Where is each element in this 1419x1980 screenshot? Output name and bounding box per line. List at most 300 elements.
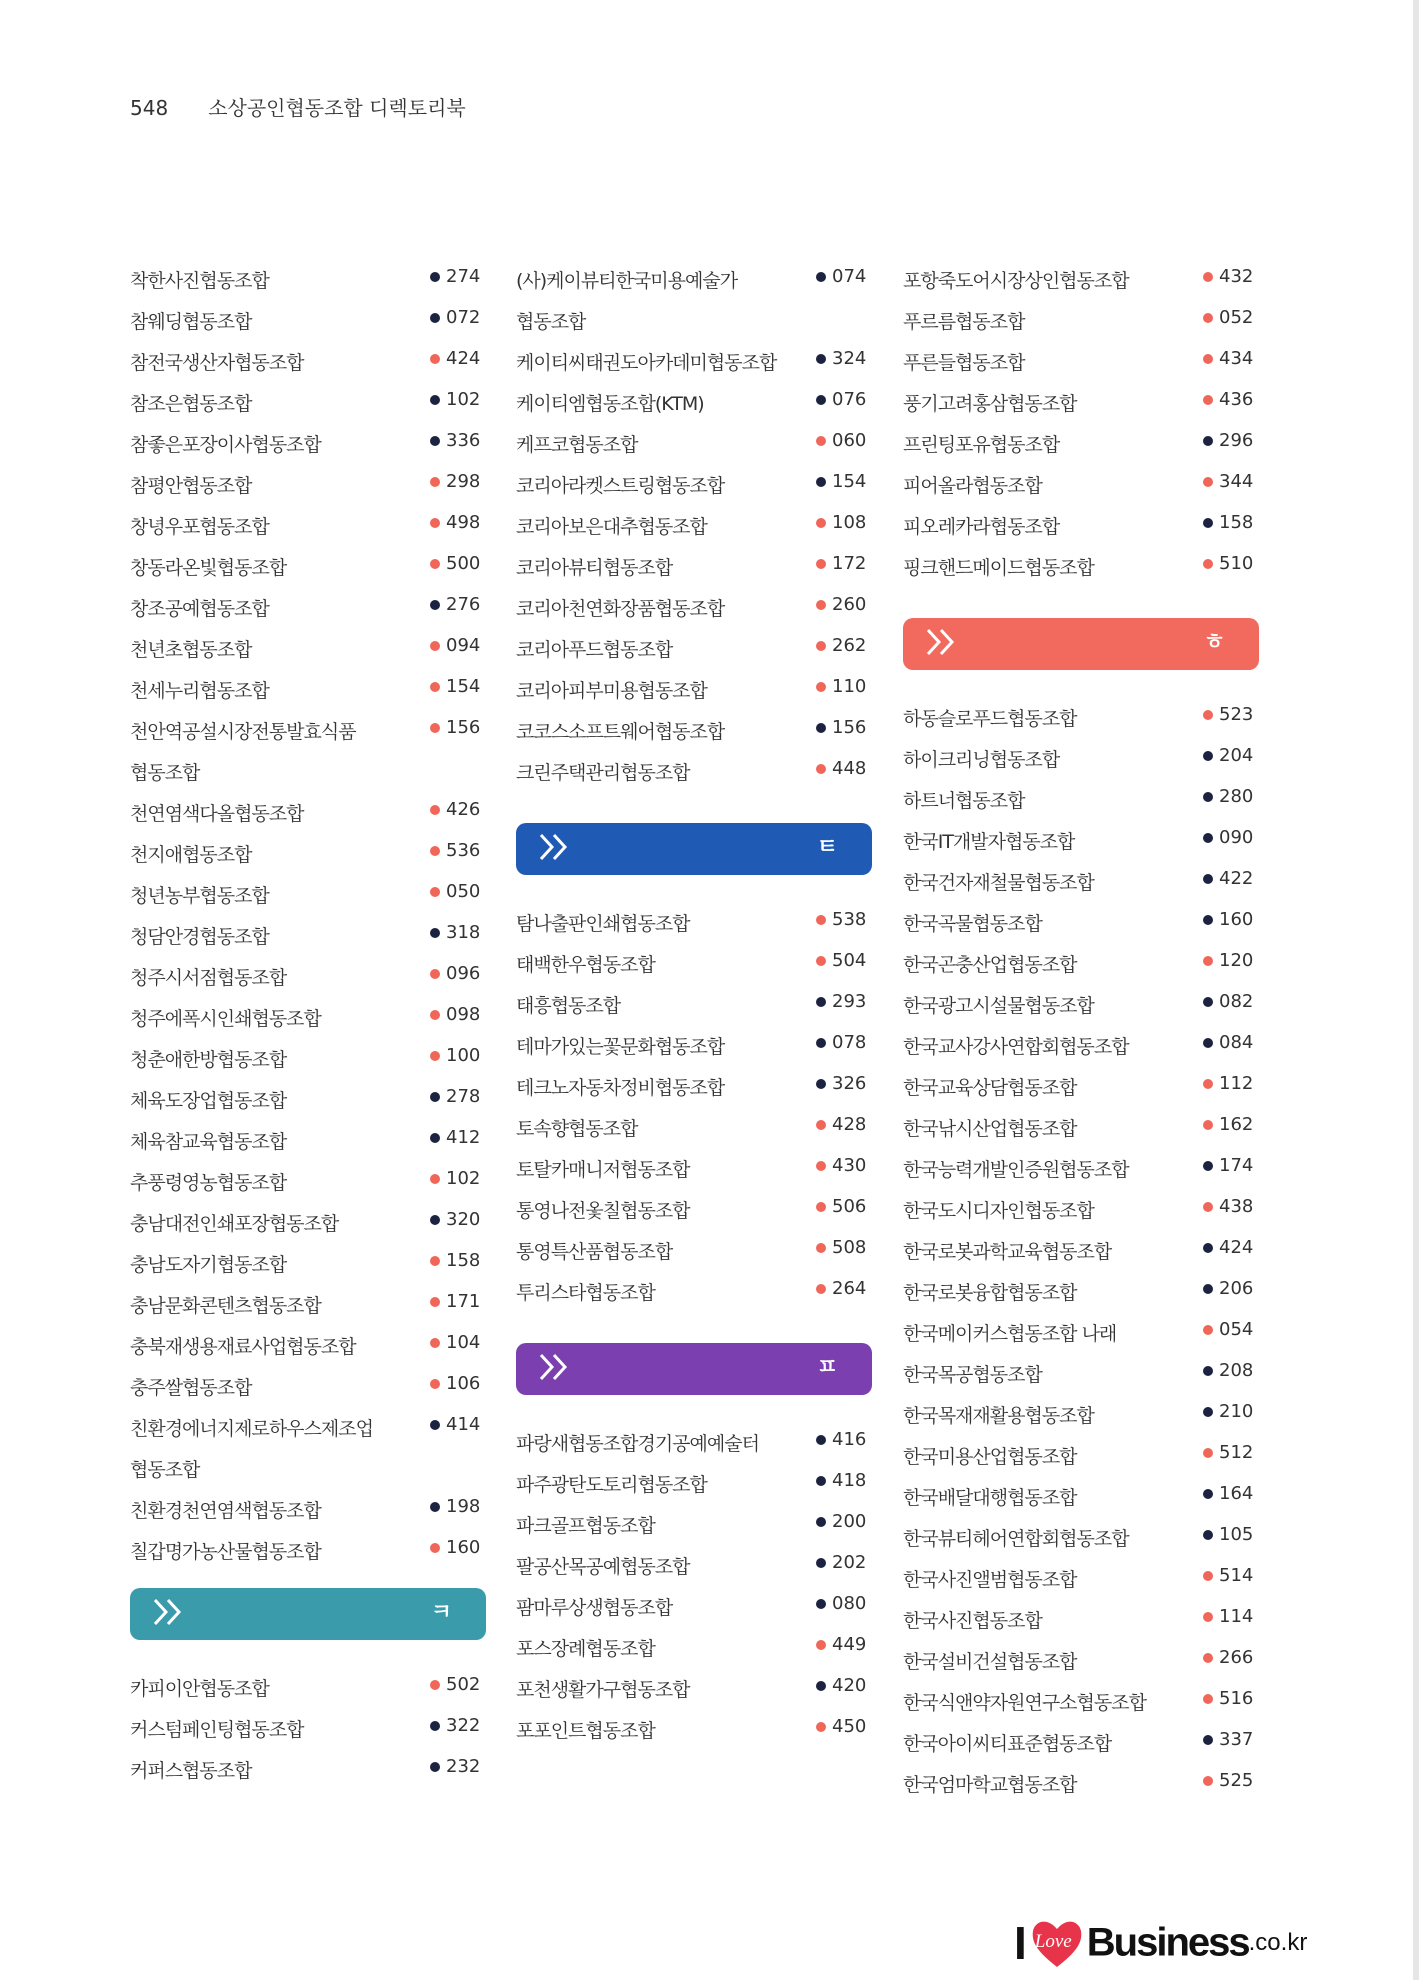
bullet-dot-icon	[430, 969, 440, 979]
entry-name: 천지애협동조합	[130, 844, 252, 866]
entry-page-number: 202	[832, 1552, 867, 1573]
entry-name: 친환경천연염색협동조합	[130, 1500, 321, 1522]
bullet-dot-icon	[816, 1435, 826, 1445]
bullet-dot-icon	[430, 1256, 440, 1266]
index-entry	[130, 471, 486, 505]
entry-name: 풍기고려홍삼협동조합	[903, 393, 1077, 415]
bullet-dot-icon	[816, 956, 826, 966]
index-entry	[903, 1483, 1259, 1517]
entry-name: 한국곤충산업협동조합	[903, 954, 1077, 976]
bullet-dot-icon	[1203, 1694, 1213, 1704]
entry-name: 한국목재재활용협동조합	[903, 1405, 1094, 1427]
entry-name: 케이티엠협동조합(KTM)	[516, 393, 704, 415]
entry-page-number: 322	[446, 1715, 481, 1736]
entry-page-number: 426	[446, 799, 481, 820]
entry-name: 한국광고시설물협동조합	[903, 995, 1094, 1017]
index-entry	[130, 1250, 486, 1284]
bullet-dot-icon	[816, 915, 826, 925]
section-banner	[903, 618, 1259, 670]
bullet-dot-icon	[1203, 1366, 1213, 1376]
entry-name: 푸른들협동조합	[903, 352, 1025, 374]
entry-name: 협동조합	[130, 1459, 200, 1481]
index-entry	[903, 1647, 1259, 1681]
entry-page-number: 502	[446, 1674, 481, 1695]
entry-page-number: 174	[1219, 1155, 1254, 1176]
bullet-dot-icon	[816, 1722, 826, 1732]
entry-page-number: 172	[832, 553, 867, 574]
index-entry	[130, 553, 486, 587]
index-entry	[130, 676, 486, 710]
bullet-dot-icon	[1203, 518, 1213, 528]
bullet-dot-icon	[1203, 477, 1213, 487]
index-entry	[130, 1004, 486, 1038]
index-entry	[130, 1045, 486, 1079]
entry-name: 참웨딩협동조합	[130, 311, 252, 333]
entry-page-number: 274	[446, 266, 481, 287]
entry-page-number: 076	[832, 389, 867, 410]
index-entry	[130, 1674, 486, 1708]
bullet-dot-icon	[816, 1599, 826, 1609]
bullet-dot-icon	[816, 477, 826, 487]
entry-name: 참평안협동조합	[130, 475, 252, 497]
entry-page-number: 450	[832, 1716, 867, 1737]
section-banner	[130, 1588, 486, 1640]
entry-page-number: 050	[446, 881, 481, 902]
index-entry	[516, 1237, 872, 1271]
entry-page-number: 200	[832, 1511, 867, 1532]
bullet-dot-icon	[816, 600, 826, 610]
bullet-dot-icon	[1203, 1653, 1213, 1663]
bullet-dot-icon	[816, 1038, 826, 1048]
bullet-dot-icon	[430, 600, 440, 610]
section-letter: ㅍ	[816, 1355, 838, 1380]
entry-name: 한국곡물협동조합	[903, 913, 1042, 935]
bullet-dot-icon	[816, 1202, 826, 1212]
entry-page-number: 344	[1219, 471, 1254, 492]
index-entry	[516, 1196, 872, 1230]
entry-page-number: 096	[446, 963, 481, 984]
entry-page-number: 420	[832, 1675, 867, 1696]
bullet-dot-icon	[1203, 1735, 1213, 1745]
entry-page-number: 154	[446, 676, 481, 697]
bullet-dot-icon	[1203, 956, 1213, 966]
index-entry	[516, 512, 872, 546]
index-entry	[516, 1155, 872, 1189]
entry-page-number: 090	[1219, 827, 1254, 848]
bullet-dot-icon	[816, 1681, 826, 1691]
bullet-dot-icon	[1203, 1325, 1213, 1335]
entry-name: 충남문화콘텐츠협동조합	[130, 1295, 321, 1317]
entry-name: 협동조합	[130, 762, 200, 784]
entry-name: 참좋은포장이사협동조합	[130, 434, 321, 456]
entry-page-number: 424	[1219, 1237, 1254, 1258]
index-entry	[516, 1032, 872, 1066]
entry-name: 파주광탄도토리협동조합	[516, 1474, 707, 1496]
entry-page-number: 412	[446, 1127, 481, 1148]
bullet-dot-icon	[1203, 1120, 1213, 1130]
bullet-dot-icon	[816, 1079, 826, 1089]
index-entry	[516, 991, 872, 1025]
bullet-dot-icon	[430, 559, 440, 569]
entry-page-number: 156	[446, 717, 481, 738]
index-entry	[903, 1278, 1259, 1312]
bullet-dot-icon	[816, 436, 826, 446]
index-entry	[516, 1675, 872, 1709]
index-entry	[130, 881, 486, 915]
bullet-dot-icon	[430, 395, 440, 405]
entry-name: 친환경에너지제로하우스제조업	[130, 1418, 373, 1440]
entry-name: 충남대전인쇄포장협동조합	[130, 1213, 339, 1235]
index-entry	[130, 1414, 486, 1448]
entry-name: 태백한우협동조합	[516, 954, 655, 976]
entry-page-number: 538	[832, 909, 867, 930]
index-entry	[903, 786, 1259, 820]
bullet-dot-icon	[1203, 1530, 1213, 1540]
entry-name: 코리아뷰티협동조합	[516, 557, 673, 579]
entry-name: 팜마루상생협동조합	[516, 1597, 673, 1619]
bullet-dot-icon	[430, 1721, 440, 1731]
entry-page-number: 210	[1219, 1401, 1254, 1422]
bullet-dot-icon	[1203, 1776, 1213, 1786]
entry-name: 한국메이커스협동조합 나래	[903, 1323, 1117, 1345]
index-entry	[516, 471, 872, 505]
entry-page-number: 525	[1219, 1770, 1254, 1791]
entry-name: 포천생활가구협동조합	[516, 1679, 690, 1701]
bullet-dot-icon	[816, 764, 826, 774]
index-entry	[130, 840, 486, 874]
entry-name: 파크골프협동조합	[516, 1515, 655, 1537]
bullet-dot-icon	[430, 887, 440, 897]
index-entry	[903, 512, 1259, 546]
entry-name: 청년농부협동조합	[130, 885, 269, 907]
index-entry	[903, 1442, 1259, 1476]
bullet-dot-icon	[1203, 1161, 1213, 1171]
entry-page-number: 523	[1219, 704, 1254, 725]
entry-name: 참조은협동조합	[130, 393, 252, 415]
double-chevron-right-icon	[152, 1597, 186, 1634]
entry-page-number: 280	[1219, 786, 1254, 807]
bullet-dot-icon	[1203, 1612, 1213, 1622]
entry-page-number: 432	[1219, 266, 1254, 287]
bullet-dot-icon	[816, 1284, 826, 1294]
entry-name: 천안역공설시장전통발효식품	[130, 721, 356, 743]
index-entry	[516, 1511, 872, 1545]
logo-i: I	[1014, 1917, 1027, 1969]
index-entry	[516, 1073, 872, 1107]
index-entry	[903, 1073, 1259, 1107]
bullet-dot-icon	[430, 1297, 440, 1307]
bullet-dot-icon	[430, 1133, 440, 1143]
bullet-dot-icon	[816, 1120, 826, 1130]
entry-page-number: 106	[446, 1373, 481, 1394]
entry-page-number: 198	[446, 1496, 481, 1517]
index-entry	[516, 950, 872, 984]
entry-name: 청주시서점협동조합	[130, 967, 287, 989]
bullet-dot-icon	[1203, 915, 1213, 925]
index-entry	[903, 307, 1259, 341]
page-edge-shadow	[1413, 0, 1419, 1980]
entry-name: 커퍼스협동조합	[130, 1760, 252, 1782]
index-entry	[130, 430, 486, 464]
entry-name: 코코스소프트웨어협동조합	[516, 721, 725, 743]
entry-page-number: 336	[446, 430, 481, 451]
entry-name: 피어올라협동조합	[903, 475, 1042, 497]
entry-page-number: 171	[446, 1291, 481, 1312]
entry-name: 한국로봇융합협동조합	[903, 1282, 1077, 1304]
index-entry	[130, 1455, 486, 1489]
bullet-dot-icon	[1203, 1571, 1213, 1581]
entry-name: 토속향협동조합	[516, 1118, 638, 1140]
entry-page-number: 164	[1219, 1483, 1254, 1504]
bullet-dot-icon	[430, 641, 440, 651]
brand-logo	[1014, 1915, 1307, 1971]
bullet-dot-icon	[1203, 710, 1213, 720]
section-letter: ㅋ	[430, 1600, 452, 1625]
bullet-dot-icon	[1203, 1489, 1213, 1499]
index-entry	[903, 745, 1259, 779]
entry-page-number: 266	[1219, 1647, 1254, 1668]
index-entry	[516, 1716, 872, 1750]
index-entry	[903, 1196, 1259, 1230]
index-entry	[516, 348, 872, 382]
entry-page-number: 448	[832, 758, 867, 779]
index-entry	[516, 307, 872, 341]
bullet-dot-icon	[430, 1379, 440, 1389]
index-entry	[130, 1332, 486, 1366]
entry-page-number: 158	[446, 1250, 481, 1271]
bullet-dot-icon	[1203, 1079, 1213, 1089]
entry-page-number: 296	[1219, 430, 1254, 451]
index-entry	[516, 1114, 872, 1148]
index-entry	[903, 1401, 1259, 1435]
index-entry	[903, 348, 1259, 382]
entry-name: 크린주택관리협동조합	[516, 762, 690, 784]
section-banner	[516, 1343, 872, 1395]
entry-page-number: 260	[832, 594, 867, 615]
index-entry	[903, 389, 1259, 423]
bullet-dot-icon	[816, 997, 826, 1007]
entry-name: (사)케이뷰티한국미용예술가	[516, 270, 738, 292]
entry-name: 참전국생산자협동조합	[130, 352, 304, 374]
index-entry	[903, 471, 1259, 505]
entry-name: 파랑새협동조합경기공예예술터	[516, 1433, 759, 1455]
bullet-dot-icon	[430, 1420, 440, 1430]
entry-page-number: 264	[832, 1278, 867, 1299]
bullet-dot-icon	[430, 477, 440, 487]
entry-page-number: 120	[1219, 950, 1254, 971]
entry-name: 한국교사강사연합회협동조합	[903, 1036, 1129, 1058]
index-entry	[130, 1127, 486, 1161]
entry-name: 하트너협동조합	[903, 790, 1025, 812]
entry-name: 한국설비건설협동조합	[903, 1651, 1077, 1673]
bullet-dot-icon	[430, 1338, 440, 1348]
entry-page-number: 162	[1219, 1114, 1254, 1135]
index-entry	[130, 1291, 486, 1325]
index-entry	[516, 1634, 872, 1668]
index-entry	[516, 553, 872, 587]
bullet-dot-icon	[1203, 1202, 1213, 1212]
entry-page-number: 114	[1219, 1606, 1254, 1627]
book-title: 소상공인협동조합 디렉토리북	[208, 96, 466, 120]
index-entry	[903, 1360, 1259, 1394]
entry-name: 한국사진협동조합	[903, 1610, 1042, 1632]
entry-name: 체육참교육협동조합	[130, 1131, 287, 1153]
entry-page-number: 516	[1219, 1688, 1254, 1709]
index-entry	[903, 1606, 1259, 1640]
index-entry	[516, 717, 872, 751]
bullet-dot-icon	[1203, 1243, 1213, 1253]
entry-page-number: 449	[832, 1634, 867, 1655]
entry-page-number: 504	[832, 950, 867, 971]
bullet-dot-icon	[430, 272, 440, 282]
entry-page-number: 508	[832, 1237, 867, 1258]
entry-name: 프린팅포유협동조합	[903, 434, 1060, 456]
bullet-dot-icon	[430, 1680, 440, 1690]
index-entry	[130, 799, 486, 833]
entry-name: 케이티씨태권도아카데미협동조합	[516, 352, 777, 374]
entry-name: 한국아이씨티표준협동조합	[903, 1733, 1112, 1755]
entry-name: 칠갑명가농산물협동조합	[130, 1541, 321, 1563]
bullet-dot-icon	[816, 559, 826, 569]
bullet-dot-icon	[816, 641, 826, 651]
entry-page-number: 416	[832, 1429, 867, 1450]
entry-page-number: 514	[1219, 1565, 1254, 1586]
bullet-dot-icon	[430, 518, 440, 528]
bullet-dot-icon	[430, 436, 440, 446]
entry-page-number: 232	[446, 1756, 481, 1777]
entry-name: 한국식앤약자원연구소협동조합	[903, 1692, 1146, 1714]
index-entry	[516, 594, 872, 628]
entry-page-number: 438	[1219, 1196, 1254, 1217]
entry-page-number: 110	[832, 676, 867, 697]
index-entry	[903, 704, 1259, 738]
logo-business: Business	[1086, 1920, 1249, 1965]
entry-page-number: 104	[446, 1332, 481, 1353]
index-entry	[130, 1496, 486, 1530]
index-entry	[903, 950, 1259, 984]
section-letter: ㅌ	[816, 835, 838, 860]
entry-page-number: 084	[1219, 1032, 1254, 1053]
entry-name: 체육도장업협동조합	[130, 1090, 287, 1112]
entry-page-number: 324	[832, 348, 867, 369]
bullet-dot-icon	[430, 1051, 440, 1061]
bullet-dot-icon	[1203, 272, 1213, 282]
page-number: 548	[130, 96, 169, 120]
bullet-dot-icon	[1203, 1448, 1213, 1458]
index-entry	[130, 512, 486, 546]
entry-name: 코리아피부미용협동조합	[516, 680, 707, 702]
entry-name: 협동조합	[516, 311, 586, 333]
index-entry	[130, 1086, 486, 1120]
logo-domain: .co.kr	[1248, 1929, 1308, 1956]
entry-name: 팔공산목공예협동조합	[516, 1556, 690, 1578]
entry-page-number: 326	[832, 1073, 867, 1094]
bullet-dot-icon	[430, 846, 440, 856]
index-entry	[516, 1470, 872, 1504]
bullet-dot-icon	[430, 313, 440, 323]
index-entry	[516, 1593, 872, 1627]
logo-love: Love	[1034, 1931, 1072, 1952]
entry-page-number: 158	[1219, 512, 1254, 533]
entry-page-number: 074	[832, 266, 867, 287]
index-entry	[516, 676, 872, 710]
bullet-dot-icon	[430, 1010, 440, 1020]
entry-name: 카피이안협동조합	[130, 1678, 269, 1700]
entry-name: 테크노자동차정비협동조합	[516, 1077, 725, 1099]
entry-name: 천세누리협동조합	[130, 680, 269, 702]
entry-page-number: 112	[1219, 1073, 1254, 1094]
index-entry	[903, 1770, 1259, 1804]
entry-name: 태흥협동조합	[516, 995, 621, 1017]
entry-page-number: 102	[446, 389, 481, 410]
index-entry	[903, 553, 1259, 587]
entry-page-number: 320	[446, 1209, 481, 1230]
entry-name: 통영특산품협동조합	[516, 1241, 673, 1263]
entry-page-number: 160	[1219, 909, 1254, 930]
entry-name: 한국교육상담협동조합	[903, 1077, 1077, 1099]
entry-page-number: 206	[1219, 1278, 1254, 1299]
entry-page-number: 536	[446, 840, 481, 861]
entry-name: 포항죽도어시장상인협동조합	[903, 270, 1129, 292]
entry-name: 한국능력개발인증원협동조합	[903, 1159, 1129, 1181]
index-entry	[130, 1537, 486, 1571]
bullet-dot-icon	[816, 1161, 826, 1171]
bullet-dot-icon	[430, 1762, 440, 1772]
bullet-dot-icon	[430, 1174, 440, 1184]
entry-page-number: 428	[832, 1114, 867, 1135]
index-entry	[516, 430, 872, 464]
entry-name: 핑크핸드메이드협동조합	[903, 557, 1094, 579]
bullet-dot-icon	[430, 1543, 440, 1553]
entry-page-number: 293	[832, 991, 867, 1012]
entry-page-number: 052	[1219, 307, 1254, 328]
bullet-dot-icon	[430, 928, 440, 938]
entry-name: 한국사진앨범협동조합	[903, 1569, 1077, 1591]
index-entry	[903, 991, 1259, 1025]
entry-name: 충북재생용재료사업협동조합	[130, 1336, 356, 1358]
index-entry	[130, 1168, 486, 1202]
bullet-dot-icon	[1203, 559, 1213, 569]
bullet-dot-icon	[430, 805, 440, 815]
bullet-dot-icon	[1203, 395, 1213, 405]
entry-page-number: 434	[1219, 348, 1254, 369]
entry-page-number: 298	[446, 471, 481, 492]
entry-name: 케프코협동조합	[516, 434, 638, 456]
entry-page-number: 060	[832, 430, 867, 451]
entry-name: 코리아보은대추협동조합	[516, 516, 707, 538]
entry-name: 한국도시디자인협동조합	[903, 1200, 1094, 1222]
bullet-dot-icon	[1203, 1284, 1213, 1294]
entry-name: 천연염색다올협동조합	[130, 803, 304, 825]
entry-page-number: 105	[1219, 1524, 1254, 1545]
entry-name: 한국배달대행협동조합	[903, 1487, 1077, 1509]
entry-page-number: 512	[1219, 1442, 1254, 1463]
entry-name: 한국건자재철물협동조합	[903, 872, 1094, 894]
entry-name: 청주에폭시인쇄협동조합	[130, 1008, 321, 1030]
bullet-dot-icon	[1203, 997, 1213, 1007]
index-entry	[903, 266, 1259, 300]
entry-name: 창녕우포협동조합	[130, 516, 269, 538]
entry-page-number: 160	[446, 1537, 481, 1558]
index-entry	[130, 348, 486, 382]
bullet-dot-icon	[1203, 874, 1213, 884]
entry-name: 한국미용산업협동조합	[903, 1446, 1077, 1468]
bullet-dot-icon	[816, 723, 826, 733]
entry-name: 코리아천연화장품협동조합	[516, 598, 725, 620]
section-banner	[516, 823, 872, 875]
entry-page-number: 208	[1219, 1360, 1254, 1381]
entry-page-number: 108	[832, 512, 867, 533]
